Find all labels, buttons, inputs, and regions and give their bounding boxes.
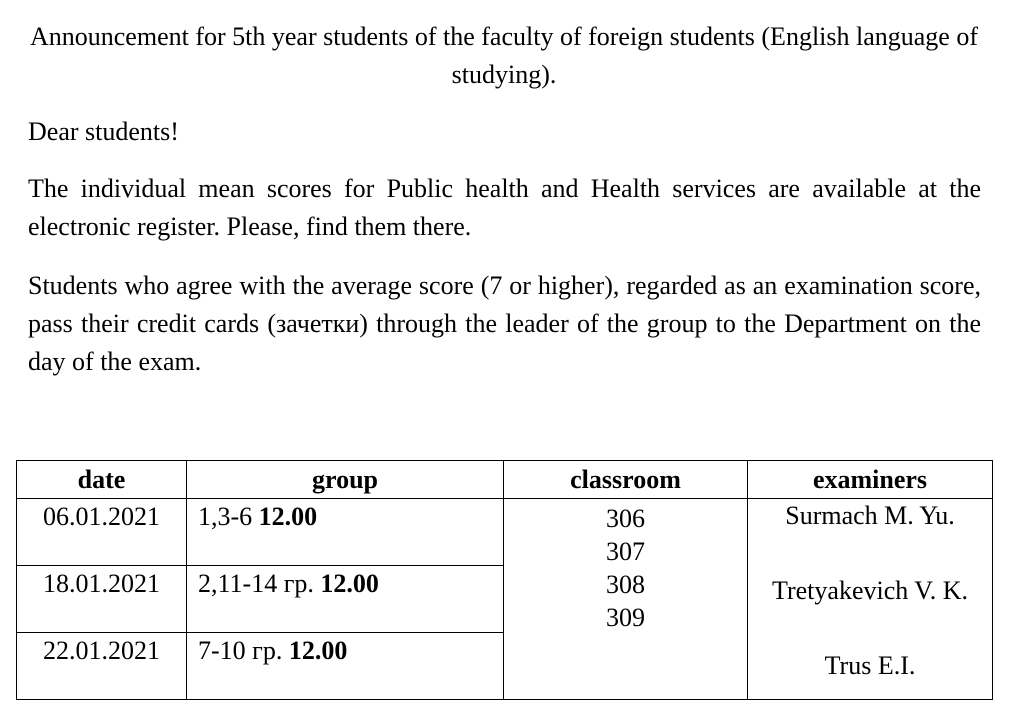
- examiner-name: Trus E.I.: [824, 651, 916, 680]
- greeting: Dear students!: [28, 117, 179, 146]
- examiner-name: Surmach M. Yu.: [785, 501, 955, 530]
- examiner-name: Tretyakevich V. K.: [772, 576, 968, 605]
- header-examiners: examiners: [748, 461, 993, 499]
- classroom-number: 307: [606, 537, 645, 566]
- date-cell: 18.01.2021: [17, 566, 187, 633]
- group-label: 2,11-14 гр.: [198, 569, 314, 598]
- classroom-number: 309: [606, 603, 645, 632]
- announcement-title: Announcement for 5th year students of the faculty of foreign students (English language of studying).: [29, 22, 979, 89]
- exam-time: 12.00: [288, 636, 348, 665]
- date-cell: 06.01.2021: [17, 499, 187, 566]
- table-row: [17, 499, 993, 566]
- group-label: 1,3-6: [198, 502, 253, 531]
- header-date: date: [17, 461, 187, 499]
- date-cell: 22.01.2021: [17, 633, 187, 700]
- paragraph-instructions: Students who agree with the average score (7 or higher), regarded as an examination score, pass their credit cards (зачетки) through the leader of the group to the Department on the day of the exam.: [28, 271, 981, 376]
- header-group: group: [187, 461, 504, 499]
- table-header-row: [17, 461, 993, 499]
- examiners-cell: [748, 499, 993, 700]
- classroom-cell: [504, 499, 748, 700]
- exam-schedule-table: [16, 460, 993, 700]
- group-cell: [187, 633, 504, 700]
- header-classroom: classroom: [504, 461, 748, 499]
- exam-time: 12.00: [320, 569, 379, 598]
- classroom-number: 306: [606, 504, 645, 533]
- paragraph-scores: The individual mean scores for Public health and Health services are available at the electronic register. Please, find them there.: [28, 174, 981, 241]
- exam-time: 12.00: [258, 502, 318, 531]
- group-cell: [187, 499, 504, 566]
- classroom-number: 308: [606, 570, 645, 599]
- group-label: 7-10 гр.: [198, 636, 283, 665]
- group-cell: [187, 566, 504, 633]
